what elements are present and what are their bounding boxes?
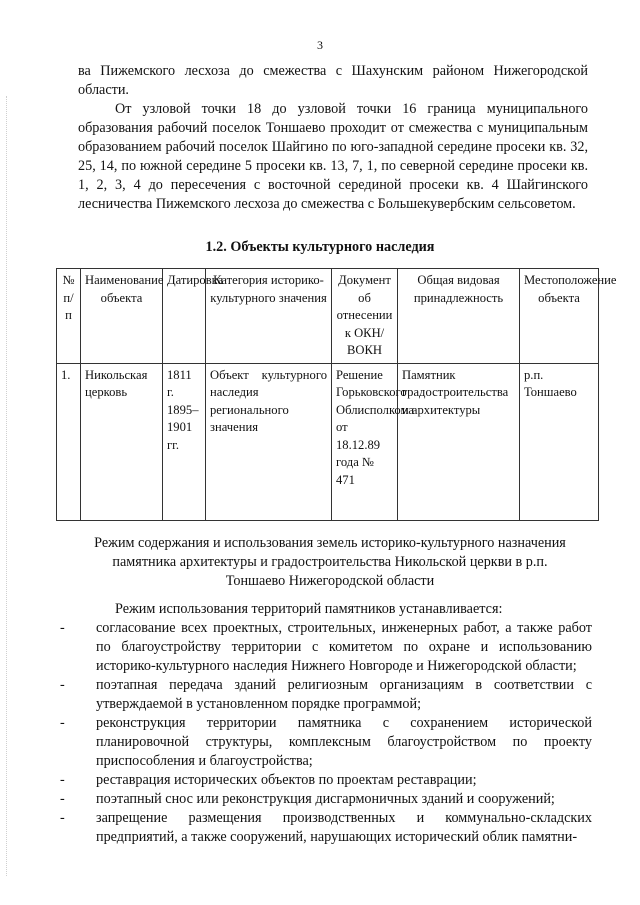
section-heading: 1.2. Объекты культурного наследия <box>205 239 435 255</box>
cultural-heritage-table <box>56 268 617 521</box>
cell-document: Решение Горьковского Облисполкома от 18.12.89 года № 471 <box>332 363 398 520</box>
cell-date: 1811 г. 1895–1901 гг. <box>163 363 206 520</box>
col-header-date: Датировка <box>163 269 206 364</box>
intro-text <box>78 62 588 214</box>
list-dash: - <box>60 791 65 807</box>
col-header-document: Документ об отнесении к ОКН/ВОКН <box>332 269 398 364</box>
scan-margin-artifact <box>6 96 8 876</box>
regime-title: Режим содержания и использования земель историко-культурного назначения памятника архитектуры и градостроительства Никольской церкви в р.п. Тоншаево Нижегородской области <box>94 535 566 589</box>
list-dash: - <box>60 677 65 693</box>
cell-type: Памятник градостроительства и архитектуры <box>398 363 520 520</box>
intro-paragraph-1: ва Пижемского лесхоза до смежества с Шахунским районом Нижегородской области. <box>78 63 588 98</box>
cell-number: 1. <box>57 363 81 520</box>
list-dash: - <box>60 620 65 636</box>
col-header-location: Местоположение объекта <box>520 269 599 364</box>
intro-paragraph-2: От узловой точки 18 до узловой точки 16 граница муниципального образования рабочий поселок Тоншаево проходит от смежества с муниципальным образованием рабочий поселок Шайгино по юго-западной середине просеки кв. 32, 25, 14, по южной середине 5 просеки кв. 13, 7, 1, по северной середине просеки кв. 1, 2, 3, 4 до пересечения с восточной серединой просеки кв. 4 Шайгинского лесничества Пижемского лесхоза до смежества с Большекувербским сельсоветом. <box>78 101 588 212</box>
cell-category: Объект культурного наследия регионального значения <box>206 363 332 520</box>
list-item: - поэтапный снос или реконструкция дисгармоничных зданий и сооружений; <box>60 791 555 807</box>
col-header-name: Наименование объекта <box>81 269 163 364</box>
list-item: - реконструкция территории памятника с сохранением исторической планировочной структуры, комплексным благоустройством по проекту приспособления и благоустройства; <box>60 715 592 769</box>
regime-list <box>60 619 592 847</box>
cell-location: р.п. Тоншаево <box>520 363 599 520</box>
table-row <box>57 363 599 520</box>
page-number: 3 <box>317 38 323 52</box>
list-item: - реставрация исторических объектов по проектам реставрации; <box>60 772 477 788</box>
list-item: - согласование всех проектных, строительных, инженерных работ, а также работ по благоустройству территории с комитетом по охране и использованию историко-культурного наследия Нижнего Новгороде и Нижегородской области; <box>60 620 592 674</box>
table-header-row <box>57 269 599 364</box>
col-header-type: Общая видовая принадлежность <box>398 269 520 364</box>
col-header-number: № п/п <box>57 269 81 364</box>
list-item: - поэтапная передача зданий религиозным организациям в соответствии с утверждаемой в установленном порядке программой; <box>60 677 592 712</box>
cell-name: Никольская церковь <box>81 363 163 520</box>
list-dash: - <box>60 772 65 788</box>
list-dash: - <box>60 715 65 731</box>
regime-section <box>60 600 592 847</box>
list-item: - запрещение размещения производственных и коммунально-складских предприятий, а также сооружений, нарушающих исторический облик памятни- <box>60 810 592 845</box>
col-header-category: Категория историко-культурного значения <box>206 269 332 364</box>
list-dash: - <box>60 810 65 826</box>
regime-lead: Режим использования территорий памятников устанавливается: <box>115 601 503 617</box>
